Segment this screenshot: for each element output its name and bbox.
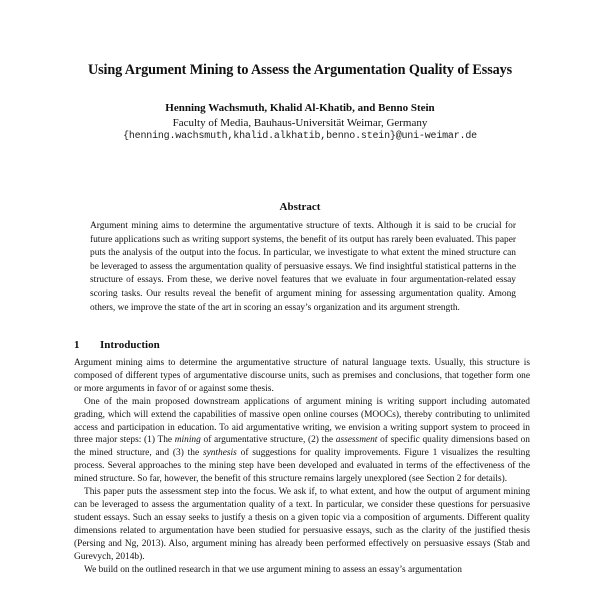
author-list: Henning Wachsmuth, Khalid Al-Khatib, and Benno Stein	[165, 102, 435, 114]
abstract-heading: Abstract	[279, 201, 321, 213]
term-assessment: assessment	[335, 435, 378, 446]
paragraph-1: Argument mining aims to determine the argumentative structure of natural language texts. Usually, this structure is composed of different types of argumentative discourse units, such as premises and conclusions, that together form one or more arguments in favor of or against some thesis.	[74, 358, 530, 394]
section-number: 1	[74, 339, 80, 351]
paragraph-3: This paper puts the assessment step into the focus. We ask if, to what extent, and how the output of argument mining can be leveraged to assess the argumentation quality of a text. In particular, we consider these questions for persuasive student essays. Such an essay seeks to justify a thesis on a given topic via a composition of arguments. Different quality dimensions related to argumentation have been studied for persuasive essays, such as the clarity of the justified thesis (Persing and Ng, 2013). Also, argument mining has already been performed effectively on persuasive essays (Stab and Gurevych, 2014b).	[74, 487, 530, 562]
affiliation: Faculty of Media, Bauhaus-Universität Weimar, Germany	[172, 117, 428, 129]
term-synthesis: synthesis	[202, 448, 237, 459]
section-heading	[74, 339, 160, 351]
abstract-text: Argument mining aims to determine the argumentative structure of texts. Although it is said to be crucial for future applications such as writing support systems, the benefit of its output has rarely been evaluated. This paper puts the analysis of the output into the focus. In particular, we investigate to what extent the mined structure can be leveraged to assess the argumentation quality of persuasive essays. We find insightful statistical patterns in the structure of essays. From these, we derive novel features that we evaluate in four argumentation-related essay scoring tasks. Our results reveal the benefit of argument mining for assessing argumentation quality. Among others, we improve the state of the art in scoring an essay’s organization and its argument strength.	[90, 221, 516, 313]
paragraph-4: We build on the outlined research in that we use argument mining to assess an essay’s argumentation	[84, 564, 462, 575]
term-mining: mining	[174, 435, 201, 446]
section-body	[74, 357, 530, 576]
paper-title: Using Argument Mining to Assess the Argumentation Quality of Essays	[87, 62, 513, 78]
paragraph-2: One of the main proposed downstream applications of argument mining is writing support including automated grading, which will extend the capabilities of massive open online courses (MOOCs), thereby contributing to unlimited access and participation in education. To aid argumentative writing, we envision a writing support system to proceed in three major steps: (1) The mining of argumentative structure, (2) the assessment of specific quality dimensions based on the mined structure, and (3) the synthesis of suggestions for quality improvements. Figure 1 visualizes the resulting process. Several approaches to the mining step have been developed and evaluated in terms of the effectiveness of the mined structure. So far, however, the benefit of this structure remains largely unexplored (see Section 2 for details).	[74, 396, 531, 485]
section-title: Introduction	[100, 339, 160, 351]
author-emails[interactable]: {henning.wachsmuth,khalid.alkhatib,benno.stein}@uni-weimar.de	[123, 131, 477, 142]
